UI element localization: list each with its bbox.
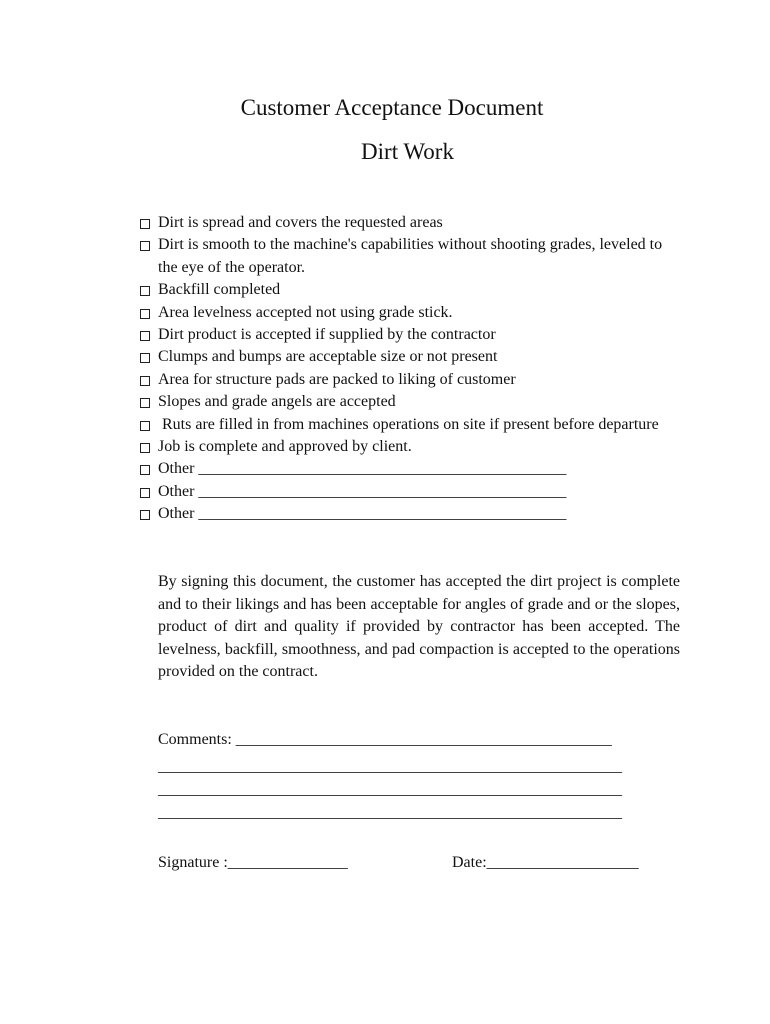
signature-field[interactable]: Signature :_______________ [158,854,348,871]
acceptance-checklist [136,212,676,526]
acceptance-statement: By signing this document, the customer has accepted the dirt project is complete and to their likings and has been acceptable for angles of grade and or the slopes, product of dirt and quality if provided by contractor has been accepted. The levelness, backfill, smoothness, and pad compaction is accepted to the operations provided on the contract. [158,573,680,680]
checklist-item-text: Job is complete and approved by client. [158,438,412,456]
checklist-item-text: Dirt is smooth to the machine's capabilities without shooting grades, leveled to the eye of the operator. [158,236,667,276]
checklist-item [136,369,676,391]
checklist-item [136,324,676,346]
checklist-item [136,234,676,279]
checkbox-icon[interactable] [140,309,150,319]
checklist-item-other [136,503,676,525]
other-field[interactable]: Other ______________________________________________ [158,505,567,523]
checkbox-icon[interactable] [140,353,150,363]
checklist-item [136,302,676,324]
checkbox-icon[interactable] [140,421,150,431]
checklist-item-text: Dirt product is accepted if supplied by the contractor [158,326,496,344]
checkbox-icon[interactable] [140,241,150,251]
checkbox-icon[interactable] [140,219,150,229]
checkbox-icon[interactable] [140,465,150,475]
checklist-item [136,436,676,458]
checklist-item-other [136,458,676,480]
checklist-item-text: Clumps and bumps are acceptable size or not present [158,348,498,366]
checklist-item-text: Dirt is spread and covers the requested areas [158,214,443,231]
checkbox-icon[interactable] [140,331,150,341]
comment-line[interactable]: __________________________________________________________ [158,804,622,821]
checkbox-icon[interactable] [140,488,150,498]
checklist-item [136,212,676,234]
checklist-item-text: Slopes and grade angels are accepted [158,393,396,411]
checklist-item-text: Backfill completed [158,281,281,299]
checklist-item-other [136,481,676,503]
checklist-item [136,279,676,301]
checkbox-icon[interactable] [140,286,150,296]
checklist-item [136,391,676,413]
checklist-item-text: Ruts are filled in from machines operations on site if present before departure [158,415,659,433]
other-field[interactable]: Other ______________________________________________ [158,460,567,478]
document-title: Customer Acceptance Document [240,95,544,120]
comment-line[interactable]: __________________________________________________________ [158,781,622,798]
other-field[interactable]: Other ______________________________________________ [158,482,567,500]
checklist-item-text: Area levelness accepted not using grade stick. [158,303,453,321]
checklist-item [136,414,676,436]
checkbox-icon[interactable] [140,398,150,408]
comments-field[interactable]: Comments: _______________________________________________ [158,731,612,748]
checklist-item [136,346,676,368]
document-subtitle: Dirt Work [361,139,454,164]
comment-line[interactable]: __________________________________________________________ [158,758,622,775]
checkbox-icon[interactable] [140,376,150,386]
checkbox-icon[interactable] [140,443,150,453]
checkbox-icon[interactable] [140,510,150,520]
date-field[interactable]: Date:___________________ [452,854,639,871]
checklist-item-text: Area for structure pads are packed to liking of customer [158,370,516,388]
